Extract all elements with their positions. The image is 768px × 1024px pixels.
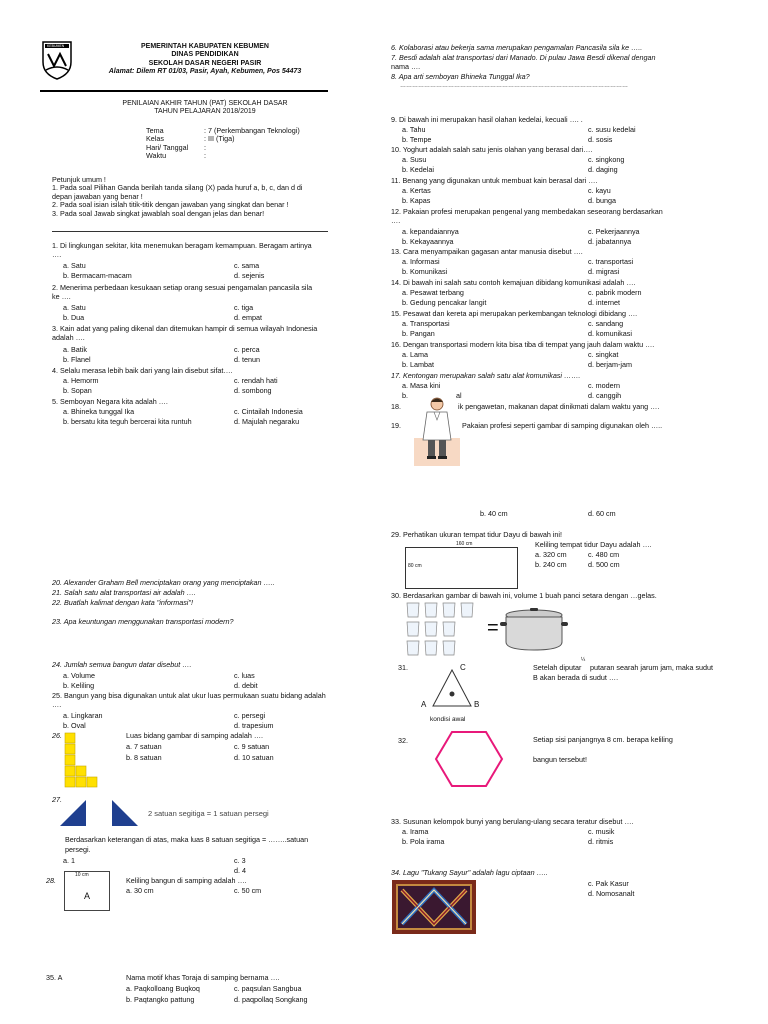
question-8: 8. Apa arti semboyan Bhineka Tunggal Ika? [391,72,530,81]
question-1-cont: …. [52,250,62,259]
question-32-number: 32. [398,736,408,745]
instruction-item: depan jawaban yang benar ! [52,191,143,201]
question-19-number: 19. [391,421,401,430]
option-a[interactable]: a. Irama [402,827,429,836]
question-18: ik pengawetan, makanan dapat dinikmati dalam waktu yang …. [458,402,660,411]
option-a[interactable]: a. Batik [63,345,87,354]
question-23: 23. Apa keuntungan menggunakan transportasi modern? [52,617,234,626]
option-c[interactable]: c. Cintailah Indonesia [234,407,303,416]
option-c[interactable]: c. 9 satuan [234,742,270,751]
header-school: SEKOLAH DASAR NEGERI PASIR [148,59,262,67]
option-b[interactable]: b. bersatu kita teguh bercerai kita runtuh [63,417,192,426]
question-4: 4. Selalu merasa lebih baik dari yang lain disebut sifat…. [52,366,233,375]
option-a[interactable]: a. Hemorm [63,376,99,385]
option-c[interactable]: c. tiga [234,303,254,312]
question-24: 24. Jumlah semua bangun datar disebut …. [52,660,192,669]
question-34: 34. Lagu "Tukang Sayur" adalah lagu ciptaan ….. [391,868,548,877]
option-a[interactable]: a. Volume [63,671,95,680]
question-31-c: B akan berada di sudut …. [533,673,619,682]
option-d[interactable]: d. paqpollaq Songkang [234,995,308,1004]
option-d[interactable]: d. sosis [588,135,613,144]
question-2-cont: ke …. [52,292,71,301]
field-label: Tema [146,126,164,135]
option-c[interactable]: c. luas [234,671,255,680]
option-c[interactable]: c. pabrik modern [588,288,642,297]
option-b[interactable]: b. Pangan [402,329,435,338]
question-31: Setelah diputar [533,663,582,672]
triangle-vertex-b: B [474,700,480,709]
question-2: 2. Menerima perbedaan kesukaan setiap orang sesuai pengamalan pancasila sila [52,283,313,292]
option-a[interactable]: a. Lingkaran [63,711,103,720]
option-a[interactable]: a. Lama [402,350,428,359]
option-d[interactable]: d. 500 cm [588,560,620,569]
option-b[interactable]: b. Pola irama [402,837,445,846]
question-35: Nama motif khas Toraja di samping bernama …. [126,973,280,982]
option-b[interactable]: b. Lambat [402,360,434,369]
yellow-squares-figure [65,733,109,789]
question-7: 7. Besdi adalah alat transportasi dari Manado. Di pulau Jawa Besdi dikenal dengan [391,53,656,62]
option-c[interactable]: c. rendah hati [234,376,278,385]
option-b[interactable]: b. Flanel [63,355,91,364]
option-b[interactable]: b. Sopan [63,386,92,395]
option-c[interactable]: c. transportasi [588,257,634,266]
option-b[interactable]: b. Bermacam-macam [63,271,132,280]
triangle-vertex-c: C [460,663,466,672]
option-a[interactable]: a. Informasi [402,257,440,266]
equals-sign: = [487,617,499,639]
option-d[interactable]: d. trapesium [234,721,274,730]
question-6: 6. Kolaborasi atau bekerja sama merupakan pengamalan Pancasila sila ke ….. [391,43,643,52]
option-c[interactable]: c. persegi [234,711,266,720]
option-c[interactable]: c. sama [234,261,260,270]
field-value: : [204,151,206,161]
field-label: Hari/ Tanggal [146,142,189,152]
question-28: Keliling bangun di samping adalah …. [126,876,247,885]
question-27-number: 27. [52,795,62,804]
question-11: 11. Benang yang digunakan untuk membuat kain berasal dari …. [391,176,598,185]
option-a[interactable]: a. Tahu [402,125,426,134]
question-32-cont: bangun tersebut! [533,755,587,764]
option-b[interactable]: b. Paqtangko pattung [126,995,195,1004]
bed-width-label: 80 cm [408,563,422,569]
question-29-sub: Keliling tempat tidur Dayu adalah …. [535,540,652,549]
option-b[interactable]: b. 40 cm [480,509,508,518]
bed-length-label: 160 cm [456,541,473,547]
question-25-cont: …. [52,700,62,709]
blue-triangles-figure [60,800,150,828]
option-c[interactable]: c. kayu [588,186,611,195]
option-b[interactable]: b. Dua [63,313,85,322]
question-27: Berdasarkan keterangan di atas, maka luas 8 satuan segitiga = ……..satuan [65,835,309,844]
field-value: : 7 (Perkembangan Teknologi) [204,126,300,135]
question-9: 9. Di bawah ini merupakan hasil olahan kedelai, kecuali …. . [391,115,583,124]
toraja-motif-image [392,880,476,934]
doctor-figure [414,396,460,466]
question-31-b: putaran searah jarum jam, maka sudut [590,663,714,672]
question-35-number: 35. A [46,973,63,982]
question-26-number: 26. [52,731,62,740]
option-d[interactable]: d. canggih [588,391,622,400]
option-c[interactable]: c. modern [588,381,620,390]
question-3: 3. Kain adat yang paling dikenal dan ditemukan hampir di semua wilayah Indonesia [52,324,318,333]
question-12-cont: …. [391,216,401,225]
option-d[interactable]: d. internet [588,298,620,307]
question-33: 33. Susunan kelompok bunyi yang berulang-ulang secara teratur disebut …. [391,817,634,826]
option-a[interactable]: a. 1 [63,856,75,865]
option-a[interactable]: a. Satu [63,261,86,270]
option-c[interactable]: c. 50 cm [234,886,262,895]
instruction-item: 3. Pada soal Jawab singkat jawablah soal dengan jelas dan benar! [52,208,265,218]
option-a[interactable]: a. Masa kini [402,381,441,390]
field-label: Kelas [146,134,164,144]
option-c[interactable]: c. perca [234,345,260,354]
hexagon-figure [434,730,504,788]
option-d[interactable]: d. sejenis [234,271,265,280]
question-16: 16. Dengan transportasi modern kita bisa tiba di tempat yang jauh dalam waktu …. [391,340,655,349]
option-d[interactable]: d. ritmis [588,837,614,846]
option-d[interactable]: d. Majulah negaraku [234,417,300,426]
triangle-caption: kondisi awal [430,716,466,723]
option-c[interactable]: c. singkat [588,350,619,359]
option-b[interactable]: b. Oval [63,721,86,730]
option-d[interactable]: d. daging [588,165,618,174]
question-14: 14. Di bawah ini salah satu contoh kemajuan dibidang komunikasi adalah …. [391,278,636,287]
triangle-vertex-a: A [421,700,427,709]
option-d[interactable]: d. jabatannya [588,237,632,246]
option-b[interactable]: b. 240 cm [535,560,567,569]
option-d[interactable]: d. empat [234,313,262,322]
option-b[interactable]: b. [402,391,408,400]
option-d[interactable]: d. 10 satuan [234,753,274,762]
option-b[interactable]: b. Keliling [63,681,95,690]
option-b[interactable]: b. 8 satuan [126,753,162,762]
question-28-number: 28. [46,876,56,885]
option-c[interactable]: c. susu kedelai [588,125,636,134]
question-10: 10. Yoghurt adalah salah satu jenis olahan yang berasal dari…. [391,145,593,154]
question-25: 25. Bangun yang bisa digunakan untuk alat ukur luas permukaan suatu bidang adalah [52,691,326,700]
header-address: Alamat: Dilem RT 01/03, Pasir, Ayah, Kebumen, Pos 54473 [108,67,302,75]
square-figure-label: 10 cm [75,872,89,878]
question-17: 17. Kentongan merupakan salah satu alat komunikasi ……. [391,371,581,380]
option-d[interactable]: d. 4 [234,866,246,875]
field-value: : [204,142,206,152]
pot-icon [500,608,568,652]
question-7-cont: nama …. [391,62,421,71]
option-b-fragment: al [456,391,462,400]
option-d[interactable]: d. 60 cm [588,509,616,518]
question-26: Luas bidang gambar di samping adalah …. [126,731,264,740]
option-c[interactable]: c. Pekerjaannya [588,227,640,236]
question-20: 20. Alexander Graham Bell menciptakan orang yang menciptakan ….. [52,578,275,587]
field-value: : III (Tiga) [204,134,235,144]
option-a[interactable]: a. 7 satuan [126,742,162,751]
header-dept: DINAS PENDIDIKAN [171,51,239,59]
question-3-cont: adalah …. [52,333,85,342]
option-a[interactable]: a. Pesawat terbang [402,288,464,297]
field-label: Waktu [146,151,167,161]
option-d[interactable]: d. bunga [588,196,616,205]
option-b[interactable]: b. Kekayaannya [402,237,454,246]
option-b[interactable]: b. Gedung pencakar langit [402,298,487,307]
glasses-figure [405,601,483,659]
option-d[interactable]: d. Nomosanalt [588,889,635,898]
option-a[interactable]: a. Susu [402,155,427,164]
option-a[interactable]: a. Bhineka tunggal Ika [63,407,135,416]
option-b[interactable]: b. Kedelai [402,165,434,174]
option-c[interactable]: c. 3 [234,856,246,865]
option-d[interactable]: d. debit [234,681,258,690]
question-5: 5. Semboyan Negara kita adalah …. [52,397,168,406]
option-b[interactable]: b. Kapas [402,196,431,205]
question-12: 12. Pakaian profesi merupakan pengenal yang membedakan seseorang berdasarkan [391,207,663,216]
question-21: 21. Salah satu alat transportasi air adalah …. [52,588,196,597]
header-gov: PEMERINTAH KABUPATEN KEBUMEN [141,43,269,50]
logo-text: KEBUMEN [47,44,65,48]
option-b[interactable]: b. Tempe [402,135,432,144]
instructions-divider [52,231,328,232]
header-divider [40,90,328,92]
exam-info [146,127,300,161]
fraction-marker: ¼ [581,657,586,663]
option-c[interactable]: c. Pak Kasur [588,879,629,888]
option-c[interactable]: c. musik [588,827,615,836]
question-31-number: 31. [398,663,408,672]
option-a[interactable]: a. Paqkolloang Buqkoq [126,984,200,993]
option-c[interactable]: c. paqsulan Sangbua [234,984,302,993]
option-a[interactable]: a. Satu [63,303,86,312]
question-27-caption: 2 satuan segitiga = 1 satuan persegi [148,809,269,818]
option-a[interactable]: a. kepandaiannya [402,227,459,236]
exam-title: PENILAIAN AKHIR TAHUN (PAT) SEKOLAH DASAR [122,100,288,107]
option-d[interactable]: d. tenun [234,355,260,364]
question-29: 29. Perhatikan ukuran tempat tidur Dayu di bawah ini! [391,530,563,539]
option-a[interactable]: a. 30 cm [126,886,154,895]
question-30: 30. Berdasarkan gambar di bawah ini, volume 1 buah panci setara dengan …gelas. [391,591,657,600]
option-d[interactable]: d. sombong [234,386,272,395]
instructions-title: Petunjuk umum ! [52,175,106,184]
option-c[interactable]: c. sandang [588,319,624,328]
question-1: 1. Di lingkungan sekitar, kita menemukan beragam kemampuan. Beragam artinya [52,241,312,250]
option-c[interactable]: c. 480 cm [588,550,620,559]
bed-rectangle [405,547,518,589]
question-13: 13. Cara menyampaikan gagasan antar manusia disebut …. [391,247,583,256]
instruction-item: 1. Pada soal Pilihan Ganda berilah tanda silang (X) pada huruf a, b, c, dan d di [52,183,303,193]
option-d[interactable]: d. komunikasi [588,329,632,338]
option-b[interactable]: b. Komunikasi [402,267,448,276]
square-figure-letter: A [84,891,91,901]
question-8-answer-line[interactable]: …………………………………………………………………………………………………… [400,83,628,89]
option-c[interactable]: c. singkong [588,155,625,164]
triangle-figure [427,666,480,712]
instructions [52,176,303,218]
question-18-number: 18. [391,402,401,411]
question-27-cont: persegi. [65,845,91,854]
option-d[interactable]: d. migrasi [588,267,620,276]
instruction-item: 2. Pada soal isian isilah titik-titik dengan jawaban yang singkat dan benar ! [52,200,289,210]
exam-year: TAHUN PELAJARAN 2018/2019 [154,108,256,116]
question-19: Pakaian profesi seperti gambar di samping digunakan oleh ….. [462,421,663,430]
question-22: 22. Buatlah kalimat dengan kata "informasi"! [52,598,193,607]
option-d[interactable]: d. berjam-jam [588,360,632,369]
question-32: Setiap sisi panjangnya 8 cm. berapa keliling [533,735,673,744]
option-a[interactable]: a. Transportasi [402,319,450,328]
option-a[interactable]: a. 320 cm [535,550,567,559]
question-15: 15. Pesawat dan kereta api merupakan perkembangan teknologi dibidang …. [391,309,638,318]
option-a[interactable]: a. Kertas [402,186,431,195]
